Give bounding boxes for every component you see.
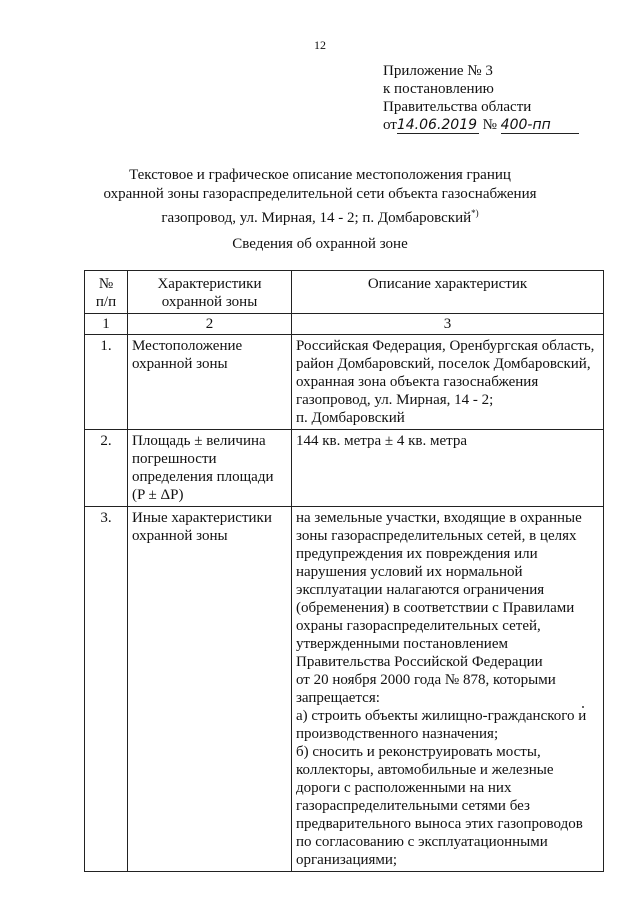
header-description: Описание характеристик — [292, 271, 604, 314]
description-line: производственного назначения; — [296, 726, 499, 742]
handwritten-number: 400-пп — [501, 118, 579, 134]
characteristic-line: погрешности — [132, 451, 217, 467]
handwritten-date: 14.06.2019 — [396, 117, 478, 133]
characteristic-line: определения площади — [132, 469, 274, 485]
column-number: 2 — [128, 314, 292, 335]
column-number: 1 — [85, 314, 128, 335]
description-line: запрещается: — [296, 690, 380, 706]
characteristic-line: (P ± ΔP) — [132, 487, 184, 503]
description-line: а) строить объекты жилищно-гражданского и — [296, 708, 587, 724]
title-line-1: Текстовое и графическое описание местоположения границ — [129, 167, 511, 183]
appendix-line-2: к постановлению — [383, 81, 494, 97]
description-line: охраны газораспределительных сетей, — [296, 618, 541, 634]
header-number-line-2: п/п — [95, 294, 117, 310]
row-characteristic — [128, 430, 292, 507]
description-line: Российская Федерация, Оренбургская область, — [296, 338, 595, 354]
characteristic-line: Местоположение — [132, 338, 243, 354]
appendix-date-line — [383, 116, 579, 134]
title-line-2: охранной зоны газораспределительной сети объекта газоснабжения — [103, 186, 537, 202]
description-line: нарушения условий их нормальной — [296, 564, 523, 580]
row-number: 1. — [85, 335, 128, 430]
description-line: зоны газораспределительных сетей, в целях — [296, 528, 577, 544]
description-line: газораспределительными сетями без — [296, 798, 530, 814]
description-line: от 20 ноября 2000 года № 878, которыми — [296, 672, 556, 688]
appendix-line-3: Правительства области — [383, 99, 532, 115]
characteristic-line: охранной зоны — [132, 356, 228, 372]
description-line: 144 кв. метра ± 4 кв. метра — [296, 433, 468, 449]
row-description — [292, 335, 604, 430]
table-row — [85, 430, 604, 507]
characteristic-line: Иные характеристики — [132, 510, 272, 526]
description-line: предупреждения их повреждения или — [296, 546, 538, 562]
description-line: Правительства Российской Федерации — [296, 654, 543, 670]
page-number: 12 — [314, 38, 326, 52]
description-line: коллекторы, автомобильные и железные — [296, 762, 554, 778]
number-prefix: № — [482, 117, 497, 133]
row-number: 3. — [85, 507, 128, 872]
scan-speck — [582, 706, 584, 708]
title-line-3-text: газопровод, ул. Мирная, 14 - 2; п. Домбаровский — [161, 210, 472, 226]
description-line: на земельные участки, входящие в охранные — [296, 510, 582, 526]
description-line: утвержденными постановлением — [296, 636, 508, 652]
header-number-line-1: № — [98, 276, 114, 292]
column-number-row — [85, 314, 604, 335]
description-line: дороги с расположенными на них — [296, 780, 512, 796]
section-subtitle: Сведения об охранной зоне — [232, 236, 408, 252]
characteristic-line: Площадь ± величина — [132, 433, 266, 449]
footnote-mark: *) — [471, 208, 479, 218]
header-characteristics-line-1: Характеристики — [157, 276, 262, 292]
header-characteristics — [128, 271, 292, 314]
title-line-3 — [60, 204, 580, 228]
document-title — [60, 166, 580, 228]
row-description — [292, 507, 604, 872]
row-characteristic — [128, 335, 292, 430]
table-row — [85, 507, 604, 872]
description-line: по согласованию с эксплуатационными — [296, 834, 548, 850]
column-number: 3 — [292, 314, 604, 335]
description-line: (обременения) в соответствии с Правилами — [296, 600, 575, 616]
description-line: организациями; — [296, 852, 398, 868]
row-characteristic — [128, 507, 292, 872]
description-line: охранная зона объекта газоснабжения — [296, 374, 539, 390]
zone-info-table — [84, 270, 604, 872]
description-line: п. Домбаровский — [296, 410, 405, 426]
appendix-line-1: Приложение № 3 — [383, 63, 493, 79]
row-number: 2. — [85, 430, 128, 507]
table-header-row — [85, 271, 604, 314]
description-line: предварительного выноса этих газопроводов — [296, 816, 583, 832]
appendix-block — [383, 62, 579, 134]
description-line: б) сносить и реконструировать мосты, — [296, 744, 541, 760]
date-prefix: от — [383, 117, 397, 133]
header-number — [85, 271, 128, 314]
row-description — [292, 430, 604, 507]
table-row — [85, 335, 604, 430]
description-line: район Домбаровский, поселок Домбаровский, — [296, 356, 591, 372]
description-line: газопровод, ул. Мирная, 14 - 2; — [296, 392, 494, 408]
description-line: эксплуатации налагаются ограничения — [296, 582, 545, 598]
characteristic-line: охранной зоны — [132, 528, 228, 544]
header-characteristics-line-2: охранной зоны — [161, 294, 258, 310]
